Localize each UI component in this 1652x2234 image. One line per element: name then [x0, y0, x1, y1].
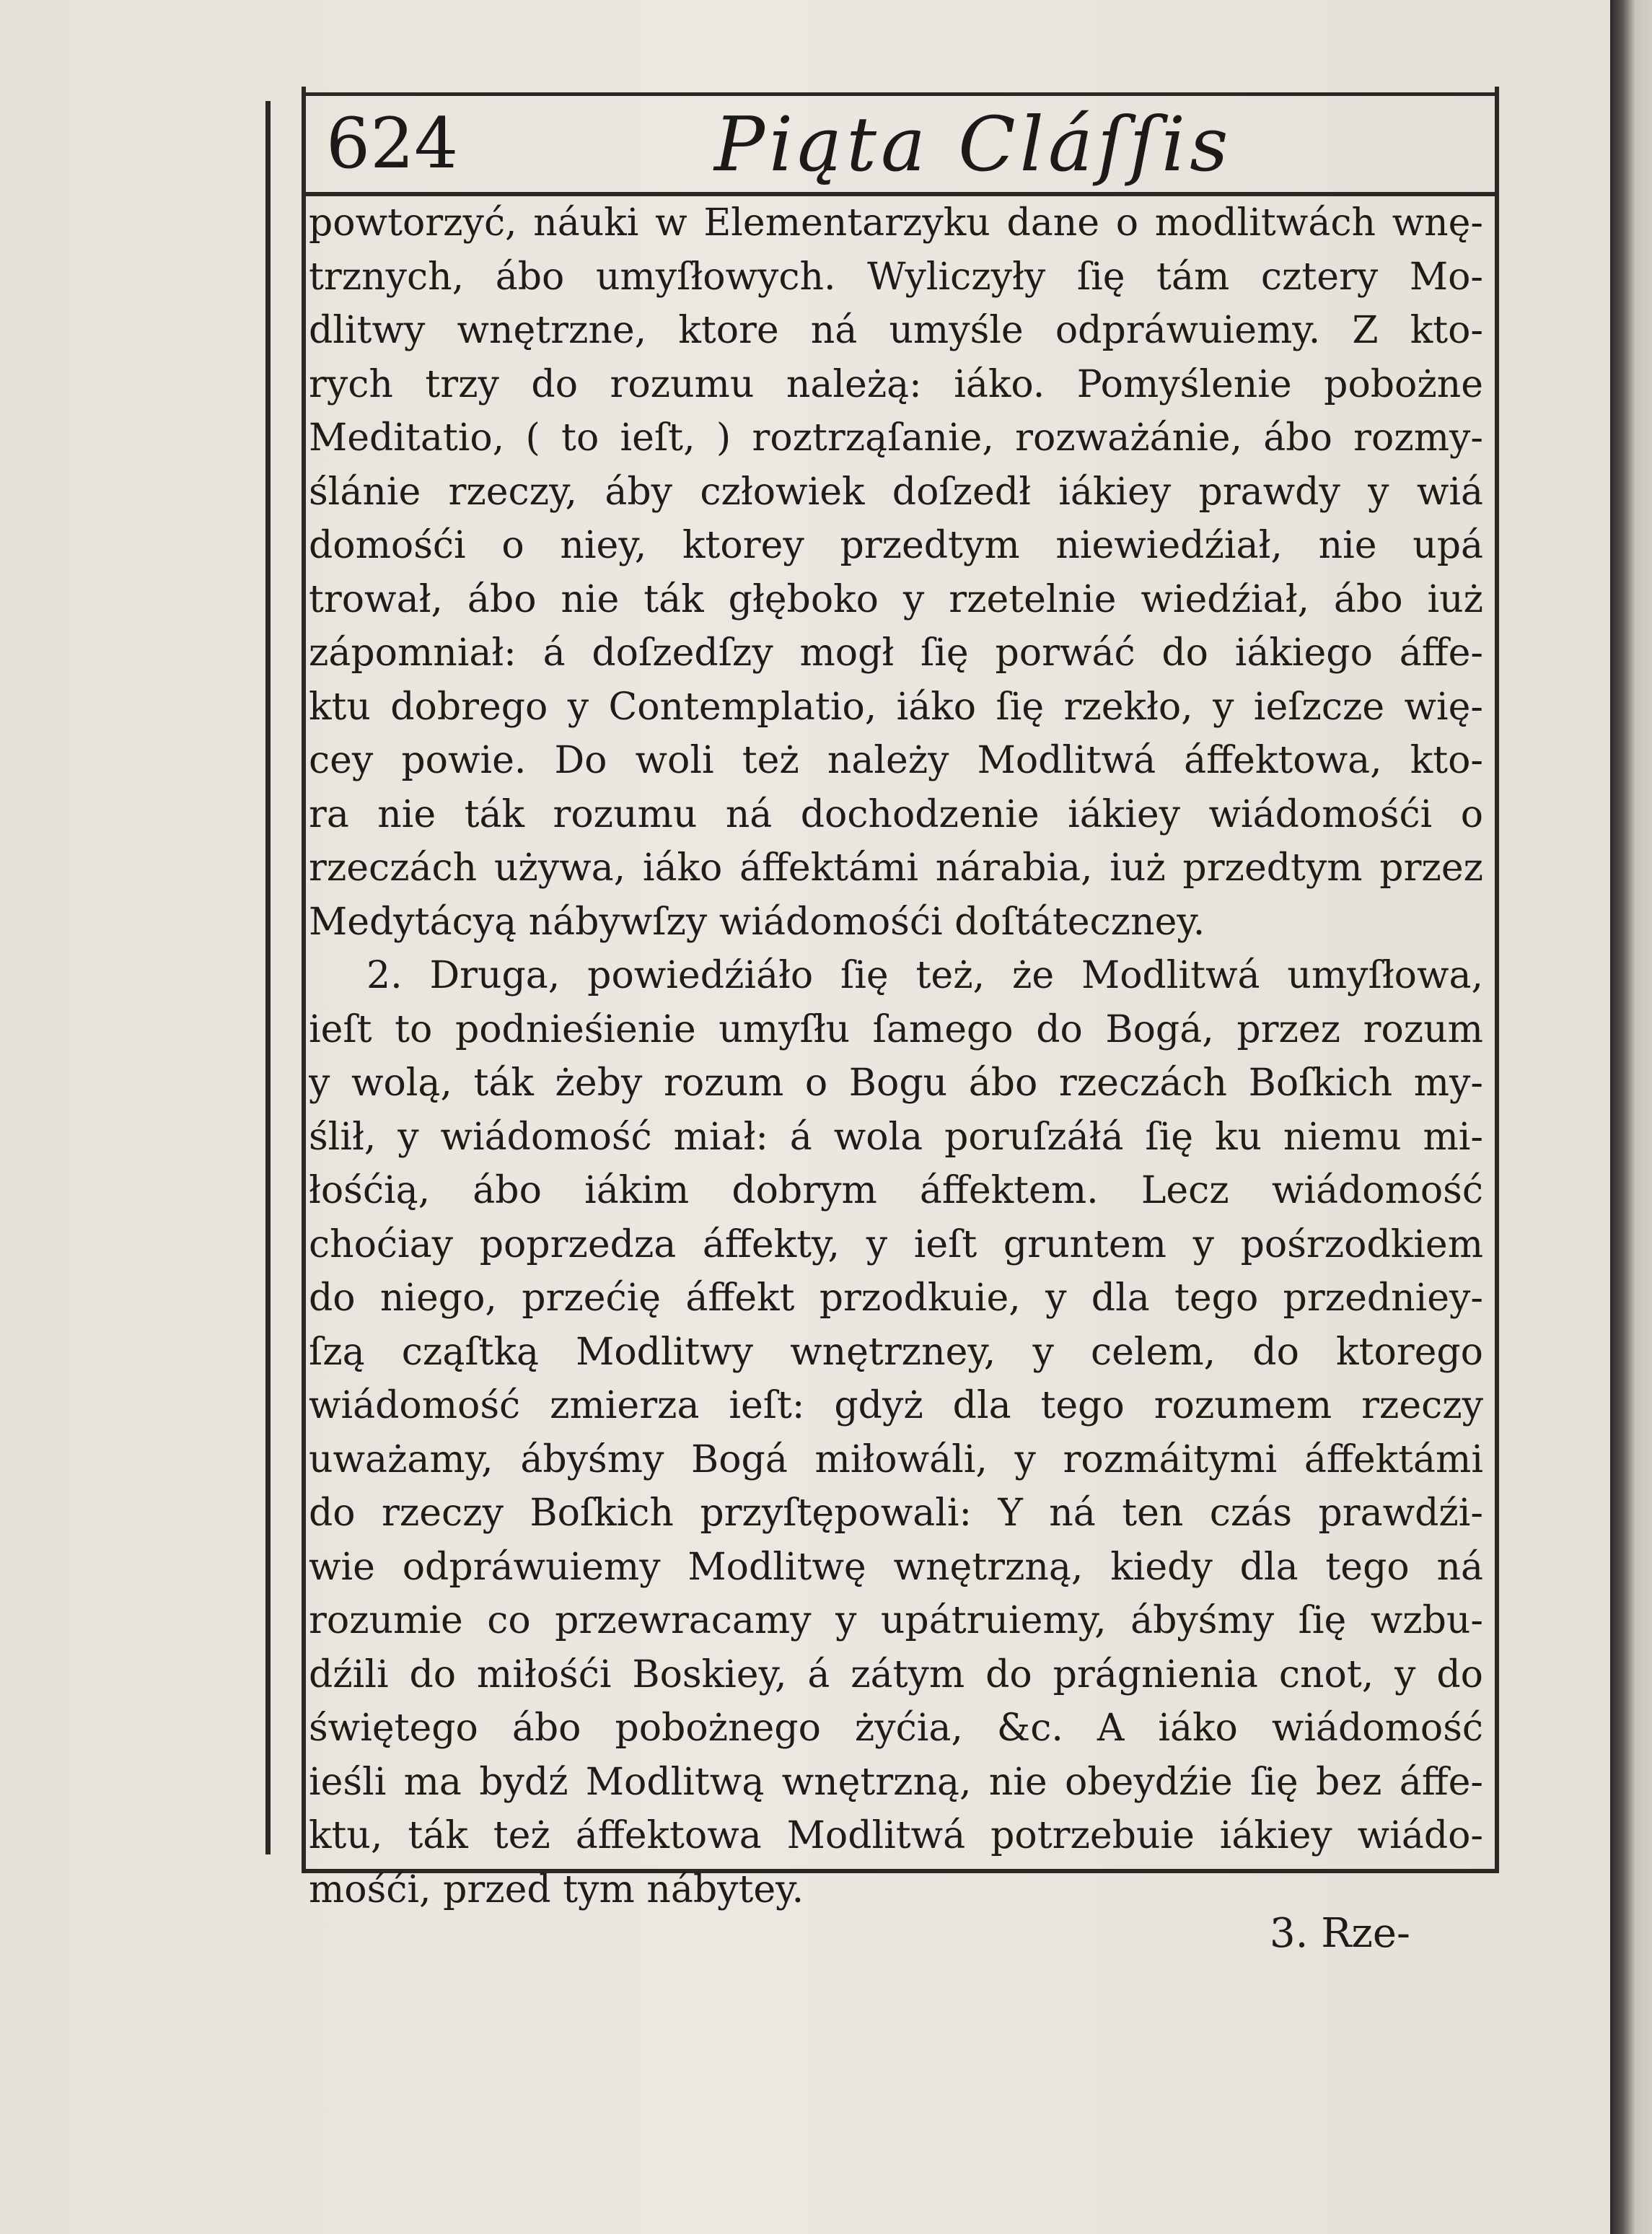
text-line: choćiay poprzedza áffekty, y ieſt gruntem y pośrzodkiem: [309, 1222, 1483, 1266]
text-line: trował, ábo nie ták głęboko y rzetelnie wiedźiał, ábo iuż: [309, 577, 1483, 621]
running-title: Piąta Cláſſis: [714, 100, 1233, 188]
text-line: y wolą, ták żeby rozum o Bogu ábo rzeczách Boſkich my-: [309, 1061, 1483, 1105]
text-line: trznych, ábo umyſłowych. Wyliczyły ſię tám cztery Mo-: [309, 255, 1483, 299]
text-line: cey powie. Do woli też należy Modlitwá áffektowa, kto-: [309, 739, 1483, 782]
text-line: wie odpráwuiemy Modlitwę wnętrzną, kiedy dla tego ná: [309, 1545, 1483, 1589]
text-line: rzeczách używa, iáko áffektámi nárabia, iuż przedtym przez: [309, 846, 1483, 890]
text-line: ślił, y wiádomość miał: á wola poruſzáłá ſię ku niemu mi-: [309, 1115, 1483, 1159]
text-line: rozumie co przewracamy y upátruiemy, ábyśmy ſię wzbu-: [309, 1599, 1483, 1642]
text-line: świętego ábo pobożnego żyćia, &c. A iáko wiádomość: [309, 1707, 1483, 1750]
text-line: ktu dobrego y Contemplatio, iáko ſię rzekło, y ieſzcze wię-: [309, 685, 1483, 729]
text-line: wiádomość zmierza ieſt: gdyż dla tego rozumem rzeczy: [309, 1384, 1483, 1427]
facing-page-edge: [1610, 0, 1652, 2234]
text-line: ktu, ták też áffektowa Modlitwá potrzebuie iákiey wiádo-: [309, 1814, 1483, 1857]
text-line: dlitwy wnętrzne, ktore ná umyśle odpráwuiemy. Z kto-: [309, 309, 1483, 352]
text-line: ieſt to podnieśienie umyſłu ſamego do Bogá, przez rozum: [309, 1007, 1483, 1051]
text-line: rych trzy do rozumu należą: iáko. Pomyślenie pobożne: [309, 362, 1483, 406]
text-line: dźili do miłośći Boskiey, á zátym do prágnienia cnot, y do: [309, 1652, 1483, 1696]
text-line: ſzą cząſtką Modlitwy wnętrzney, y celem, do ktorego: [309, 1330, 1483, 1374]
text-line: do rzeczy Boſkich przyſtępowali: Y ná ten czás prawdźi-: [309, 1491, 1483, 1535]
text-line: łośćią, ábo iákim dobrym áffektem. Lecz wiádomość: [309, 1169, 1483, 1212]
text-line: zápomniał: á doſzedſzy mogł ſię porwáć do iákiego áffe-: [309, 631, 1483, 675]
text-line: mośći, przed tym nábytey.: [309, 1867, 804, 1911]
text-line: ieśli ma bydź Modlitwą wnętrzną, nie obeydźie ſię bez áffe-: [309, 1760, 1483, 1804]
catchword: 3. Rze-: [1270, 1910, 1410, 1957]
text-line: do niego, przećię áffekt przodkuie, y dla tego przedniey-: [309, 1276, 1483, 1320]
page-number: 624: [326, 103, 459, 184]
text-line: ślánie rzeczy, áby człowiek doſzedł iákiey prawdy y wiá: [309, 470, 1483, 514]
body-text: [309, 196, 1483, 1917]
text-line: 2. Druga, powiedźiáło ſię też, że Modlitwá umyſłowa,: [366, 954, 1483, 997]
text-line: uważamy, ábyśmy Bogá miłowáli, y rozmáitymi áffektámi: [309, 1437, 1483, 1481]
outer-margin-rule: [265, 101, 271, 1854]
text-line: powtorzyć, náuki w Elementarzyku dane o modlitwách wnę-: [309, 201, 1483, 245]
text-line: Meditatio, ( to ieſt, ) roztrząſanie, rozważánie, ábo rozmy-: [309, 416, 1483, 460]
text-line: domośći o niey, ktorey przedtym niewiedźiał, nie upá: [309, 524, 1483, 567]
text-line: ra nie ták rozumu ná dochodzenie iákiey wiádomośći o: [309, 792, 1483, 836]
text-line: Medytácyą nábywſzy wiádomośći doſtáteczney.: [309, 900, 1205, 944]
